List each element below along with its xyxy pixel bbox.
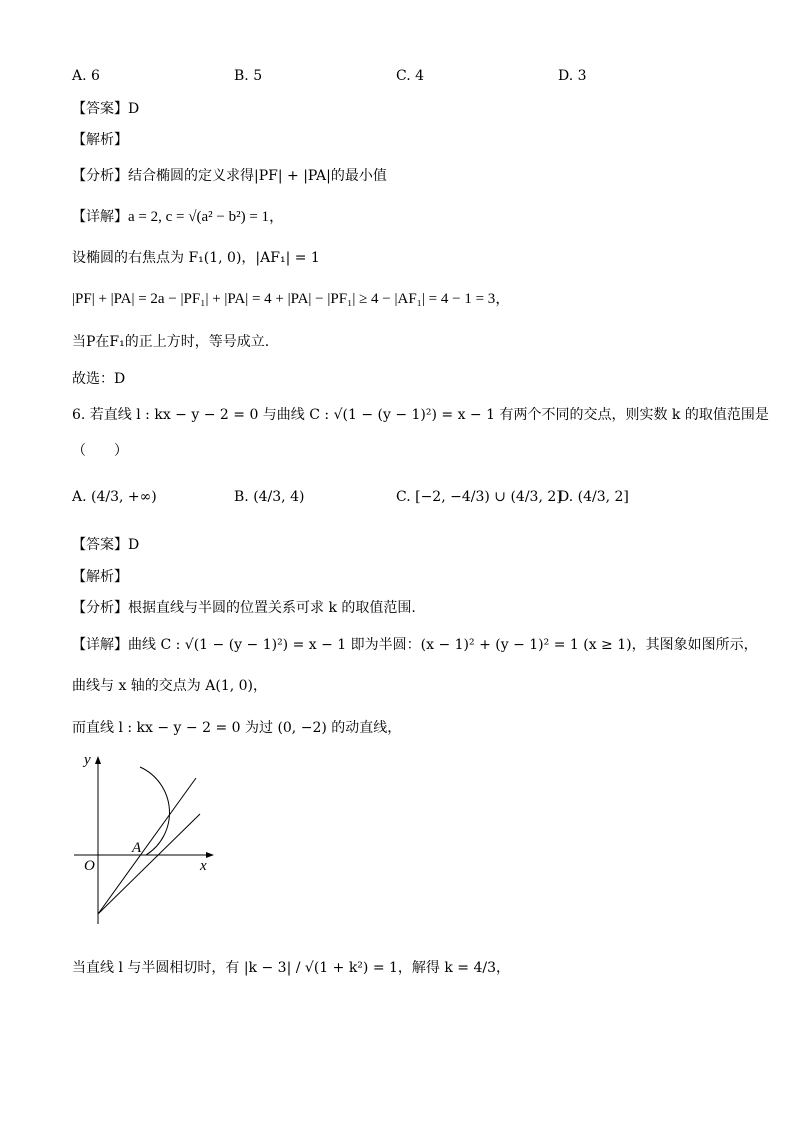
tangent-line <box>98 814 200 914</box>
fenxi-tag: 【分析】 <box>72 600 128 616</box>
q6-analysis-tag <box>72 567 128 587</box>
q5-detail-line-2: 设椭圆的右焦点为 F₁(1, 0)，|AF₁| = 1 <box>72 250 320 266</box>
q5-option-d: D. 3 <box>558 68 587 84</box>
answer-value: D <box>128 101 140 117</box>
semicircle-figure <box>68 752 218 930</box>
q5-option-c: C. 4 <box>396 68 425 84</box>
q6-option-a: A. (4/3, +∞) <box>72 489 157 505</box>
q5-analysis-tag <box>72 130 128 150</box>
line-through-point-a <box>98 778 196 914</box>
q6-stem-line-2: （ ） <box>72 443 128 459</box>
q5-answer-line <box>72 99 139 119</box>
y-axis-arrow-icon <box>95 756 101 764</box>
x-axis-arrow-icon <box>206 852 214 858</box>
detail-text: 曲线 C : √(1 − (y − 1)²) = x − 1 即为半圆：(x − 1)² + (y − 1)² = 1 (x ≥ 1)，其图象如图所示， <box>128 637 758 653</box>
xiangjie-tag: 【详解】 <box>72 637 128 653</box>
fenxi-text: 根据直线与半圆的位置关系可求 k 的取值范围. <box>128 600 416 616</box>
answer-tag: 【答案】 <box>72 537 128 553</box>
q5-option-a: A. 6 <box>72 68 100 84</box>
q6-answer-line <box>72 535 139 555</box>
q6-option-c: C. [−2, −4/3) ∪ (4/3, 2] <box>396 489 562 505</box>
q5-detail-line-3: |PF| + |PA| = 2a − |PF₁| + |PA| = 4 + |PA| − |PF₁| ≥ 4 − |AF₁| = 4 − 1 = 3， <box>72 291 511 307</box>
x-axis-label: x <box>200 858 207 874</box>
detail-formula: a = 2, c = √(a² − b²) = 1， <box>128 209 285 225</box>
point-a-label: A <box>132 840 142 856</box>
y-axis-label: y <box>84 752 91 768</box>
analysis-tag: 【解析】 <box>72 132 128 148</box>
q6-detail-line-3: 而直线 l : kx − y − 2 = 0 为过 (0, −2) 的动直线， <box>72 720 402 736</box>
q6-option-b: B. (4/3, 4) <box>234 489 305 505</box>
semicircle-curve <box>140 767 169 855</box>
analysis-tag: 【解析】 <box>72 569 128 585</box>
q5-detail-line-1 <box>72 207 284 227</box>
q6-fenxi-line <box>72 598 416 618</box>
q6-detail-line-2: 曲线与 x 轴的交点为 A(1, 0)， <box>72 678 267 694</box>
origin-label: O <box>84 858 95 874</box>
q6-option-d: D. (4/3, 2] <box>558 489 629 505</box>
q5-conclusion: 故选：D <box>72 371 126 387</box>
q6-detail-line-1 <box>72 635 758 655</box>
q5-option-b: B. 5 <box>234 68 263 84</box>
answer-value: D <box>128 537 140 553</box>
fenxi-text: 结合椭圆的定义求得|PF| + |PA|的最小值 <box>128 168 387 184</box>
fenxi-tag: 【分析】 <box>72 168 128 184</box>
xiangjie-tag: 【详解】 <box>72 209 128 225</box>
q5-fenxi-line <box>72 166 387 186</box>
q5-detail-line-4: 当P在F₁的正上方时，等号成立. <box>72 334 270 350</box>
answer-tag: 【答案】 <box>72 101 128 117</box>
q6-stem-line-1: 6. 若直线 l : kx − y − 2 = 0 与曲线 C : √(1 − (y − 1)²) = x − 1 有两个不同的交点，则实数 k 的取值范围是 <box>72 407 769 423</box>
q6-detail-line-4: 当直线 l 与半圆相切时，有 |k − 3| / √(1 + k²) = 1，解得 k = 4/3， <box>72 960 511 976</box>
